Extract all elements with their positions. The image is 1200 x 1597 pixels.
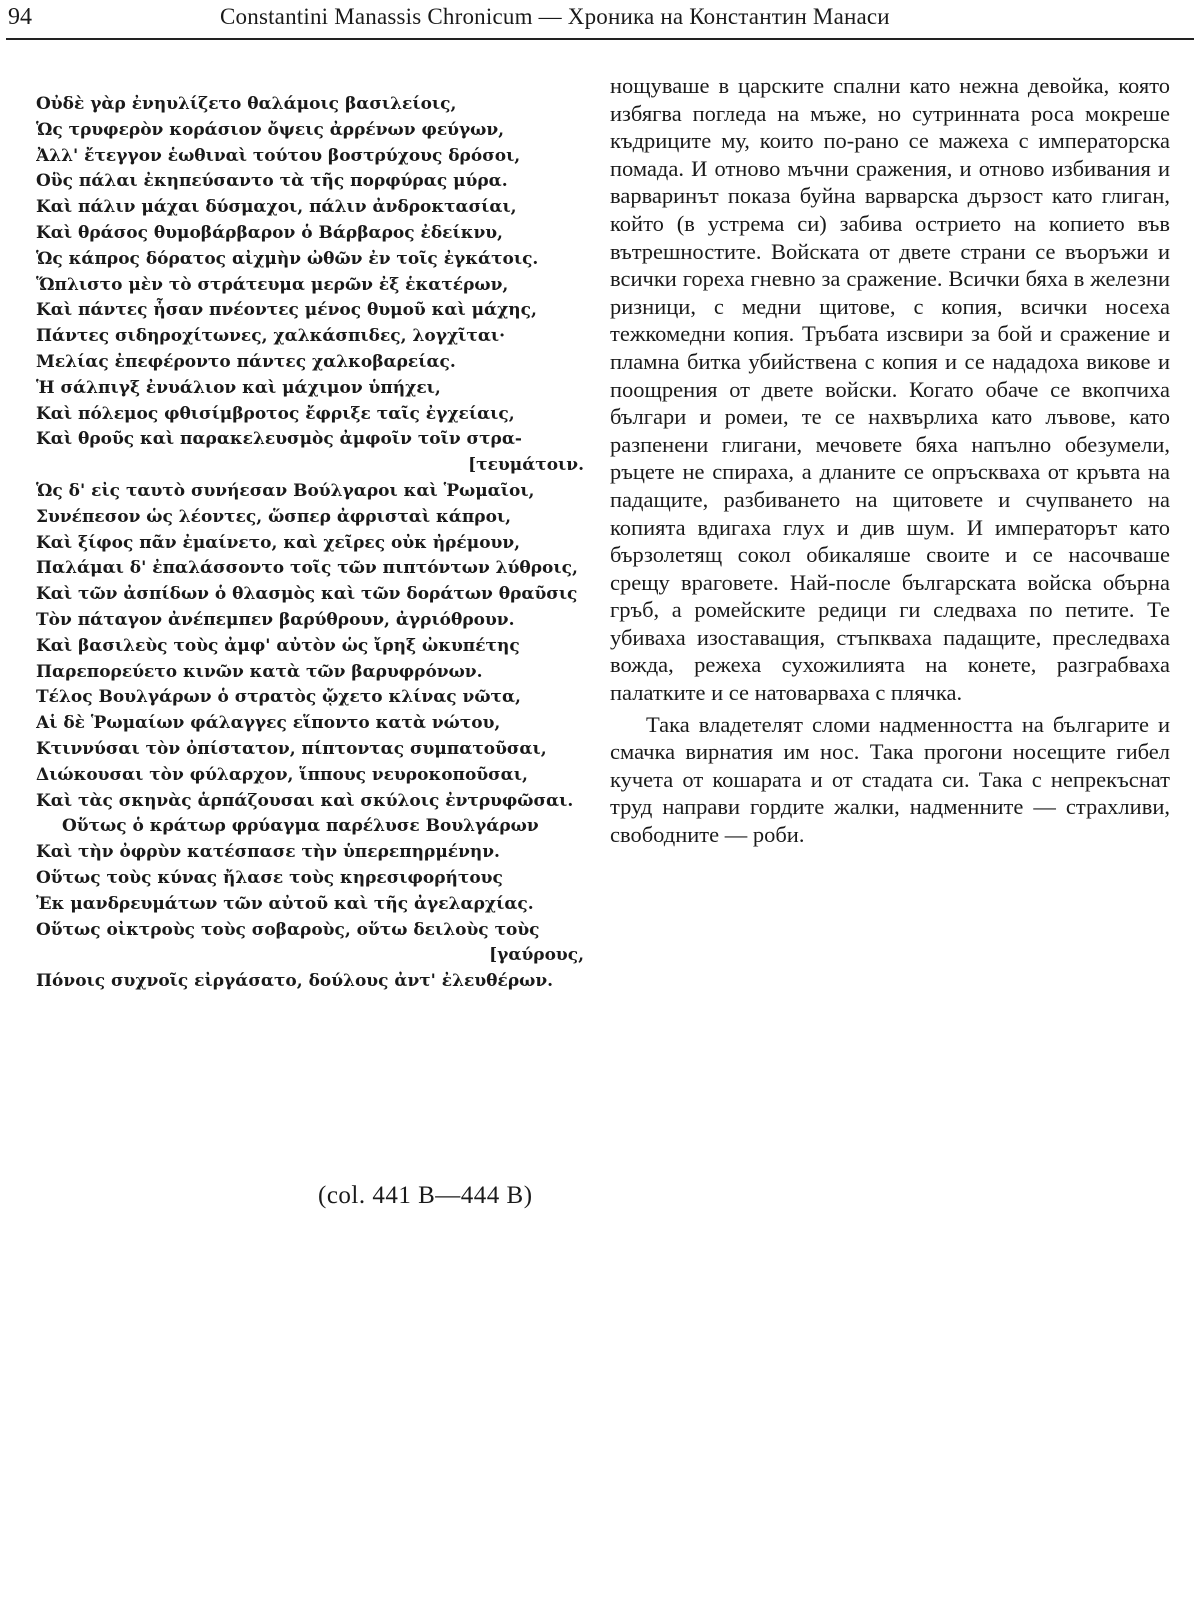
greek-verse: Οὕτως τοὺς κύνας ἤλασε τοὺς κηρεσιφορήτους: [36, 867, 503, 888]
greek-verse: Καὶ πάντες ἦσαν πνέοντες μένος θυμοῦ καὶ μάχης,: [36, 300, 537, 321]
greek-verse: Οὐδὲ γὰρ ἐνηυλίζετο θαλάμοις βασιλείοις,: [36, 94, 457, 114]
greek-verse: Καὶ πόλεμος φθισίμβροτος ἔφριξε ταῖς ἐγχείαις,: [36, 403, 515, 424]
greek-verse: Καὶ τῶν ἀσπίδων ὁ θλασμὸς καὶ τῶν δοράτων θραῦσις: [36, 584, 578, 605]
bulgarian-paragraph: нощуваше в царските спални като нежна девойка, която избягва погледа на мъже, но сутринната роса мокреше къдриците му, които по-рано се мажеха с императорска помада. И отново мъчни сражения, и отново избивания и варваринът показа буйна варварска дързост като глиган, който (в устрема си) забива острието на копието във вътрешностите. Войската от двете страни се въоръжи и всички гореха гневно за сражение. Всички бяха в железни ризници, с медни щитове, с копия, всички носеха тежкомедни копия. Тръбата изсвири за бой и сражение и пламна битка убийствена с копия и се нададоха викове и поощрения от двете войски. Когато обаче се вкопчиха българи и ромеи, те се нахвърлиха като лъвове, като разпенени глигани, мечовете бяха напълно обезумели, ръцете не спираха, а дланите се опръскваха от кръвта на падащите, разбиването на щитовете и счупването на копията вдигаха глух и див шум. И императорът като бързолетящ сокол обикаляше своите и се насочваше срещу враговете. Най-после българската войска обърна гръб, а ромейските редици ги следваха по петите. Те убиваха изоставащия, стъпкваха падащите, преследваха вожда, режеха сухожилията на конете, разграбваха палатките и се натоварваха с плячка.: [610, 73, 1170, 706]
greek-verse: Οὓς πάλαι ἐκηπεύσαντο τὰ τῆς πορφύρας μύρα.: [36, 171, 508, 192]
greek-verse: Καὶ τὰς σκηνὰς ἁρπάζουσαι καὶ σκύλοις ἐντρυφῶσαι.: [36, 790, 574, 811]
greek-verse: Συνέπεσον ὡς λέοντες, ὥσπερ ἀφρισταὶ κάπροι,: [36, 506, 512, 527]
greek-verse: Ἐκ μανδρευμάτων τῶν αὐτοῦ καὶ τῆς ἀγελαρχίας.: [36, 893, 534, 914]
header-rule: [6, 38, 1194, 40]
greek-verse: Ἡ σάλπιγξ ἐνυάλιον καὶ μάχιμον ὑπήχει,: [36, 377, 441, 398]
greek-verse: Πόνοις συχνοῖς εἰργάσατο, δούλους ἀντ' ἐλευθέρων.: [36, 971, 554, 992]
bulgarian-paragraph: Така владетелят сломи надменността на българите и смачка вирнатия им нос. Така прогони носещите гибел кучета от кошарата и от стадата си. Така с непрекъснат труд направи гордите жалки, надменните — страхливи, свободните — роби.: [610, 711, 1170, 848]
greek-verse: Ἀλλ' ἔτεγγον ἑωθιναὶ τούτου βοστρύχους δρόσοι,: [36, 145, 521, 166]
column-reference: (col. 441 B—444 B): [318, 1182, 533, 1209]
greek-verse: Ὡς κάπρος δόρατος αἰχμὴν ὠθῶν ἐν τοῖς ἐγκάτοις.: [36, 248, 539, 269]
greek-verse: Ὡς δ' εἰς ταυτὸ συνήεσαν Βούλγαροι καὶ Ῥωμαῖοι,: [36, 480, 535, 501]
greek-verse: Ὥπλιστο μὲν τὸ στράτευμα μερῶν ἐξ ἑκατέρων,: [36, 274, 509, 295]
greek-verse: Διώκουσαι τὸν φύλαρχον, ἵππους νευροκοποῦσαι,: [36, 764, 528, 785]
greek-text-column: [36, 92, 596, 995]
greek-verse: Καὶ θράσος θυμοβάρβαρον ὁ Βάρβαρος ἐδείκνυ,: [36, 222, 503, 243]
greek-verse: Παλάμαι δ' ἐπαλάσσοντο τοῖς τῶν πιπτόντων λύθροις,: [36, 558, 578, 579]
greek-verse-continuation: [τευμάτοιν.: [468, 455, 584, 476]
page-number: 94: [8, 4, 32, 30]
running-title: Constantini Manassis Chronicum — Хроника на Константин Манаси: [220, 4, 890, 29]
greek-verse: Καὶ ξίφος πᾶν ἐμαίνετο, καὶ χεῖρες οὐκ ἠρέμουν,: [36, 532, 521, 553]
greek-verse: Μελίας ἐπεφέροντο πάντες χαλκοβαρείας.: [36, 351, 456, 372]
greek-verse: Καὶ θροῦς καὶ παρακελευσμὸς ἀμφοῖν τοῖν στρα-: [36, 429, 522, 450]
greek-verse: Παρεπορεύετο κινῶν κατὰ τῶν βαρυφρόνων.: [36, 661, 483, 682]
greek-verse: Κτιννύσαι τὸν ὀπίστατον, πίπτοντας συμπατοῦσαι,: [36, 738, 547, 759]
greek-verse: Καὶ βασιλεὺς τοὺς ἀμφ' αὐτὸν ὡς ἴρηξ ὠκυπέτης: [36, 635, 520, 656]
greek-verse: Ὡς τρυφερὸν κοράσιον ὄψεις ἀρρένων φεύγων,: [36, 119, 505, 140]
greek-verse: Αἱ δὲ Ῥωμαίων φάλαγγες εἵποντο κατὰ νώτου,: [36, 713, 501, 734]
greek-verse: Τέλος Βουλγάρων ὁ στρατὸς ᾤχετο κλίνας νῶτα,: [36, 687, 521, 708]
greek-verse: Οὕτως οἰκτροὺς τοὺς σοβαροὺς, οὕτω δειλοὺς τοὺς: [36, 919, 540, 940]
greek-verse: Τὸν πάταγον ἀνέπεμπεν βαρύθρουν, ἀγριόθρουν.: [36, 609, 515, 630]
greek-verse-continuation: [γαύρους,: [489, 945, 584, 966]
bulgarian-text-column: [610, 72, 1170, 849]
greek-verse: Καὶ πάλιν μάχαι δύσμαχοι, πάλιν ἀνδροκτασίαι,: [36, 197, 517, 218]
greek-verse: Καὶ τὴν ὀφρὺν κατέσπασε τὴν ὑπερεπηρμένην.: [36, 842, 500, 863]
greek-verse: Πάντες σιδηροχίτωνες, χαλκάσπιδες, λογχῖται·: [36, 326, 506, 347]
greek-verse: Οὕτως ὁ κράτωρ φρύαγμα παρέλυσε Βουλγάρων: [62, 816, 539, 837]
